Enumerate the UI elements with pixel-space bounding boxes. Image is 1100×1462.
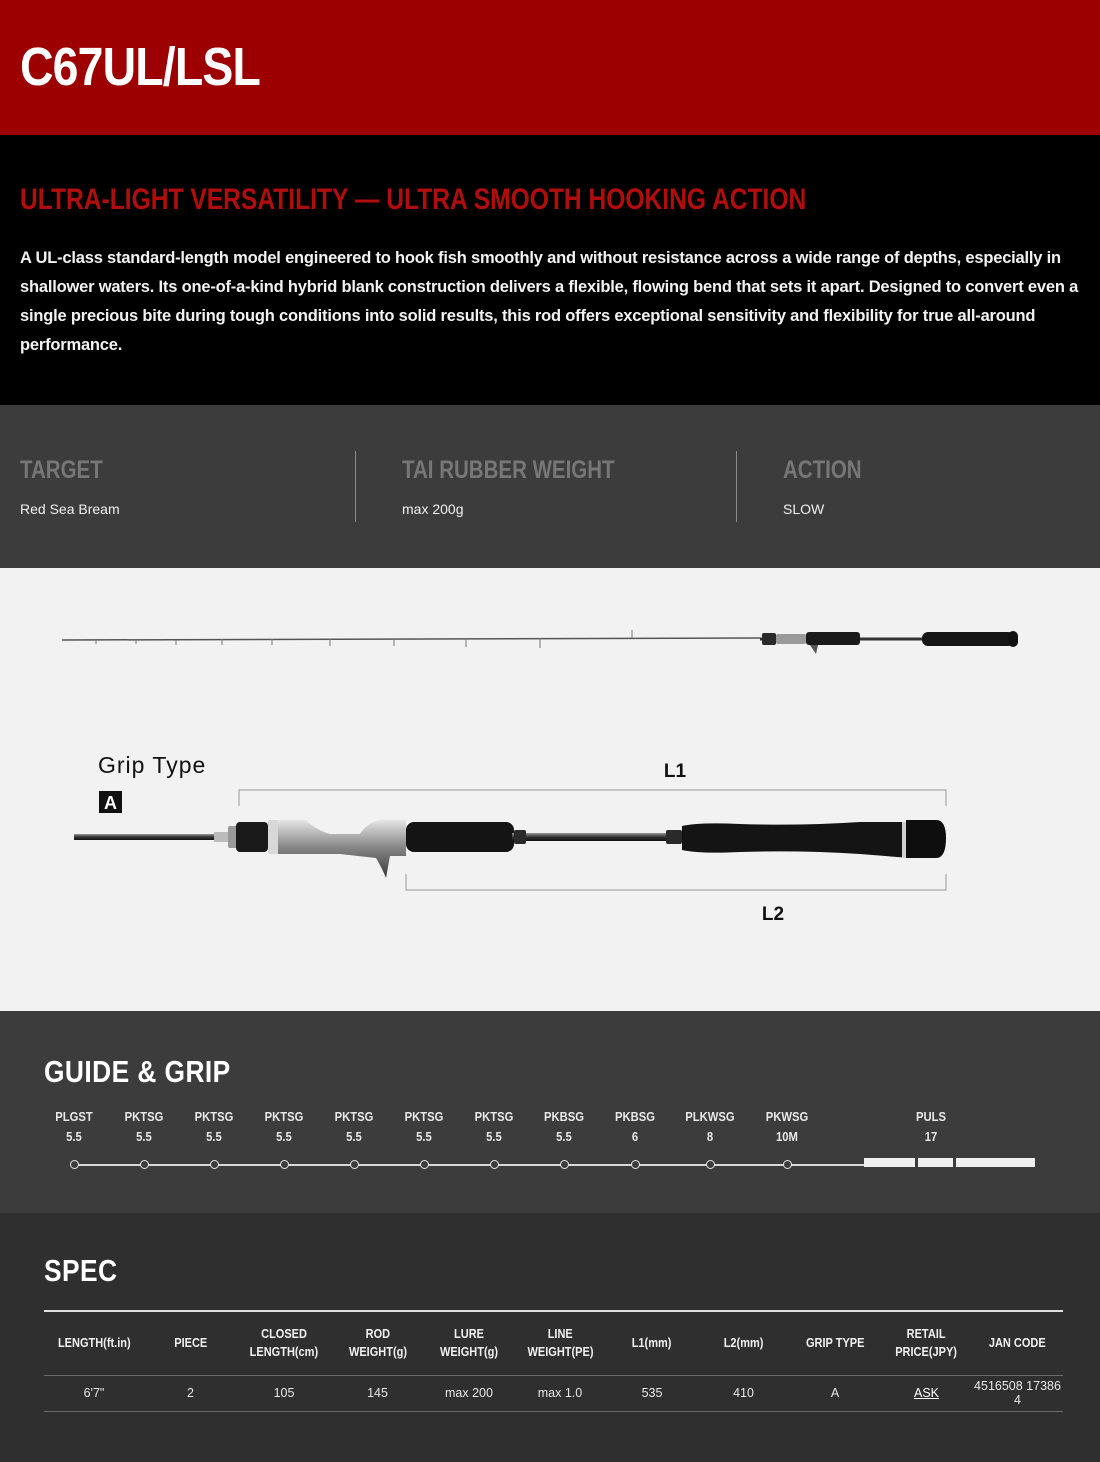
guide-item: PKTSG 5.5 — [194, 1110, 234, 1144]
guide-marker — [350, 1160, 359, 1169]
guide-line — [74, 1164, 864, 1166]
guide-item: PLKWSG 8 — [685, 1110, 735, 1144]
spec-title: SPEC — [44, 1253, 118, 1288]
grip-detail-image — [74, 820, 946, 878]
guide-item: PKTSG 5.5 — [404, 1110, 444, 1144]
guide-item: PKBSG 5.5 — [543, 1110, 584, 1144]
guide-marker — [280, 1160, 289, 1169]
spec-header: GRIP TYPE — [805, 1336, 865, 1351]
fact-value: SLOW — [783, 501, 825, 517]
spec-section — [0, 1213, 1100, 1462]
guide-marker — [490, 1160, 499, 1169]
product-title: C67UL/LSL — [20, 37, 260, 97]
spec-header: LINE WEIGHT(PE) — [527, 1327, 593, 1360]
fact-tai-rubber-weight — [402, 451, 661, 523]
spec-table — [44, 1310, 1063, 1412]
spec-cell-jan-code: 4516508 17386 4 — [974, 1379, 1061, 1407]
fact-target — [20, 451, 121, 523]
guide-marker — [783, 1160, 792, 1169]
guide-marker — [631, 1160, 640, 1169]
guide-item: PKWSG 10M — [765, 1110, 809, 1144]
spec-header: ROD WEIGHT(g) — [348, 1327, 407, 1360]
spec-cell-grip-type: A — [830, 1386, 840, 1400]
guide-marker — [560, 1160, 569, 1169]
guide-grip-title: GUIDE & GRIP — [44, 1054, 231, 1089]
grip-segment — [918, 1158, 953, 1167]
spec-cell-rod-weight: 145 — [367, 1386, 388, 1400]
spec-cell-price — [881, 1375, 972, 1411]
grip-badge-letter: A — [104, 793, 117, 813]
spec-cell-line-weight: max 1.0 — [537, 1386, 583, 1400]
intro-heading: ULTRA-LIGHT VERSATILITY — ULTRA SMOOTH HOOKING ACTION — [20, 183, 807, 216]
full-rod-image — [62, 630, 1018, 654]
fact-label: ACTION — [783, 456, 862, 484]
guide-marker — [420, 1160, 429, 1169]
guide-item: PKTSG 5.5 — [264, 1110, 304, 1144]
fact-value: Red Sea Bream — [20, 501, 120, 517]
spec-cell-l1: 535 — [641, 1386, 663, 1400]
spec-header: RETAIL PRICE(JPY) — [895, 1327, 958, 1360]
spec-header: L1(mm) — [632, 1336, 672, 1351]
spec-header: PIECE — [173, 1336, 207, 1351]
guide-grip-section — [0, 1011, 1100, 1213]
spec-cell-length: 6'7" — [83, 1386, 105, 1400]
fact-label: TAI RUBBER WEIGHT — [402, 456, 615, 484]
guide-marker — [140, 1160, 149, 1169]
spec-header: LENGTH(ft.in) — [57, 1336, 131, 1351]
l2-bracket — [406, 874, 946, 890]
fact-divider — [355, 451, 356, 522]
grip-type-title: Grip Type — [98, 752, 207, 778]
spec-header: L2(mm) — [723, 1336, 764, 1351]
guide-item: PLGST 5.5 — [55, 1110, 93, 1144]
rod-images-section — [0, 568, 1100, 1011]
l1-label: L1 — [663, 761, 687, 782]
intro-description: A UL-class standard-length model engineered to hook fish smoothly and without resistance across a wide range of depths, especially in shallower waters. Its one-of-a-kind hybrid blank construction delivers a flexible, flowing bend that sets it apart. Designed to convert even a single precious bite during tough conditions into solid results, this rod offers exceptional sensitivity and flexibility for true all-around performance. — [20, 249, 1079, 354]
spec-cell-lure-weight: max 200 — [445, 1386, 493, 1400]
fact-action — [783, 451, 879, 523]
l1-bracket — [239, 790, 946, 806]
guide-item: PKTSG 5.5 — [334, 1110, 374, 1144]
grip-segment — [864, 1158, 915, 1167]
guide-marker — [706, 1160, 715, 1169]
guide-item: PKTSG 5.5 — [474, 1110, 514, 1144]
intro-section — [0, 135, 1100, 405]
spec-data-row — [44, 1375, 1063, 1411]
spec-header: CLOSED LENGTH(cm) — [249, 1327, 319, 1360]
fact-label: TARGET — [20, 456, 103, 484]
grip-segment — [956, 1158, 1035, 1167]
l2-label: L2 — [761, 904, 785, 925]
spec-header-row — [44, 1311, 1063, 1375]
guide-marker — [210, 1160, 219, 1169]
guide-item: PKBSG 6 — [614, 1110, 655, 1144]
ask-price-link[interactable]: ASK — [913, 1386, 939, 1400]
spec-cell-l2: 410 — [733, 1386, 754, 1400]
spec-cell-closed-length: 105 — [273, 1386, 295, 1400]
fact-divider — [736, 451, 737, 522]
spec-header: LURE WEIGHT(g) — [439, 1327, 499, 1360]
fact-value: max 200g — [402, 501, 464, 517]
facts-section — [0, 405, 1100, 568]
rod-illustration — [0, 568, 1100, 1011]
spec-header: JAN CODE — [989, 1336, 1046, 1351]
hero-banner — [0, 0, 1100, 135]
spec-cell-piece: 2 — [187, 1386, 194, 1400]
guide-marker — [70, 1160, 79, 1169]
guide-item: PKTSG 5.5 — [124, 1110, 164, 1144]
reel-seat-item: PULS 17 — [915, 1110, 947, 1144]
